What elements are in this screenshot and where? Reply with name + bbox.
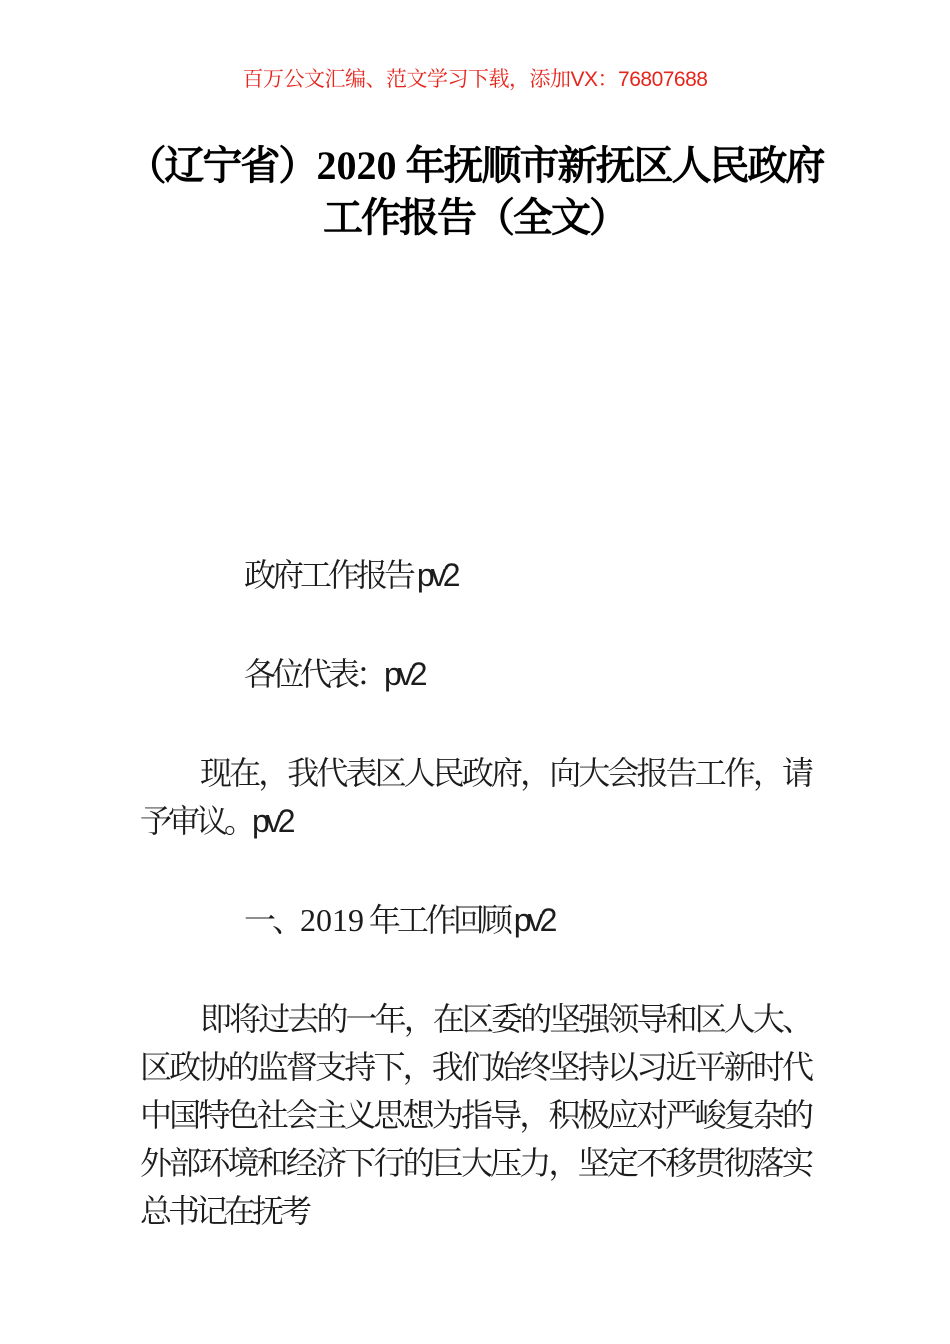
document-title-line-2: 工作报告（全文） (323, 196, 627, 240)
section-heading-2019-review: 一、2019 年工作回顾 pv2 (244, 902, 554, 938)
paragraph-intro: 现在，我代表区人民政府，向大会报告工作，请予审议。pv2 (140, 755, 810, 839)
promo-header-note: 百万公文汇编、范文学习下载，添加VX：76807688 (242, 68, 708, 91)
document-title-line-1: （辽宁省）2020 年抚顺市新抚区人民政府 (126, 143, 824, 188)
paragraph-review-body: 即将过去的一年，在区委的坚强领导和区人大、区政协的监督支持下，我们始终坚持以习近平新时代中国特色社会主义思想为指导，积极应对严峻复杂的外部环境和经济下行的巨大压力，坚定不移贯彻落实总书记在抚考 (140, 1001, 810, 1229)
document-title (75, 140, 875, 244)
document-body (140, 551, 810, 1286)
paragraph-salutation: 各位代表：pv2 (244, 656, 424, 692)
paragraph-report-label: 政府工作报告 pv2 (244, 557, 457, 593)
